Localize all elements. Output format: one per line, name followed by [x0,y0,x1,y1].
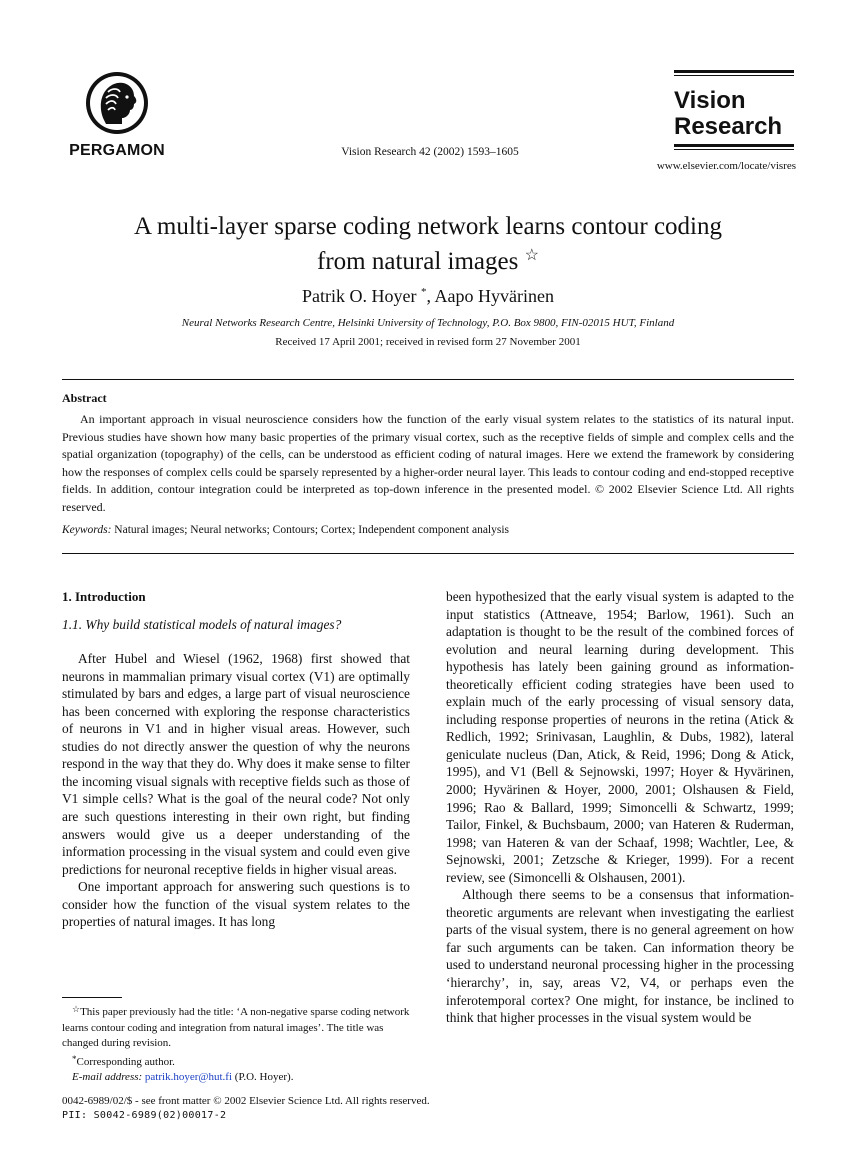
paragraph: After Hubel and Wiesel (1962, 1968) first showed that neurons in mammalian primary visual cortex (V1) are optimally stimulated by bars and edges, a large part of visual neuroscience has been concerned with exploring the response characteristics of neurons in V1 and in higher visual areas. However, such studies do not directly answer the question of why the neurons respond in the way that they do. Why does it make sense to filter the incoming visual signals with receptive fields such as those of V1 simple cells? What is the goal of the neural code? Not only are such questions interesting in their own right, but finding answers would give us a deeper understanding of the information processing in the visual system and could even give predictions for neuronal receptive fields in higher visual areas. [62,651,410,877]
footnote-rule [62,997,122,998]
paragraph: Although there seems to be a consensus that information-theoretic arguments are relevant when investigating the earliest parts of the visual system, there is no general agreement on how far such arguments can be taken. Can information theory be used to understand neuronal processing higher in the processing ‘hierarchy’, in, say, areas V2, V4, or perhaps even the inferotemporal cortex? One might, for instance, be inclined to think that higher processes in the visual system would be [446,887,794,1026]
journal-masthead [674,70,794,150]
bottom-matter [62,1094,430,1123]
keywords [62,524,794,536]
footnotes [62,1002,412,1086]
title-line1: A multi-layer sparse coding network learns contour coding [133,213,723,240]
title-line2-text: from natural images [317,248,519,275]
footnote-star-icon: ☆ [72,1004,81,1014]
keywords-list: Natural images; Neural networks; Contours; Cortex; Independent component analysis [114,524,510,536]
footnote-email [62,1070,412,1086]
masthead-rule [674,75,794,76]
journal-name-line2: Research [674,113,783,140]
copyright-line: 0042-6989/02/$ - see front matter © 2002 Elsevier Science Ltd. All rights reserved. [62,1095,430,1107]
journal-name [674,88,794,140]
masthead-rule [674,144,794,147]
divider [62,379,794,380]
title-footnote-star-icon: ☆ [524,247,539,264]
subsection-heading: 1.1. Why build statistical models of natural images? [62,616,342,632]
author-list [62,286,794,307]
masthead-rule [674,70,794,73]
email-link[interactable]: patrik.hoyer@hut.fi [144,1071,233,1083]
publisher-name: PERGAMON [69,142,165,159]
corresponding-author-mark: * [421,286,427,298]
abstract-text: An important approach in visual neuroscience considers how the function of the early visual system relates to the statistics of its natural input. Previous studies have shown how many basic properties of the primary visual cortex, such as the receptive fields of simple and complex cells and the spatial organization (topography) of the cells, can be understood as efficient coding of natural images. Here we extend the framework by considering how the responses of complex cells could be sparsely represented by a higher-order neural layer. This leads to contour coding and end-stopped receptive fields. In addition, contour integration could be interpreted as top-down inference in the presented model. © 2002 Elsevier Science Ltd. All rights reserved. [62,412,794,514]
right-column [446,588,794,1027]
footnote-asterisk: * [72,1053,77,1064]
journal-url[interactable]: www.elsevier.com/locate/visres [656,160,796,172]
title-line2 [62,241,794,276]
journal-name-line1: Vision [674,87,746,114]
author-separator: , [426,286,435,306]
divider [62,553,794,554]
masthead-rule [674,149,794,150]
email-label: E-mail address: [72,1071,143,1083]
author-2: Aapo Hyvärinen [434,286,554,306]
left-column [62,588,410,931]
journal-reference: Vision Research 42 (2002) 1593–1605 [341,146,519,158]
pergamon-head-logo-icon [84,70,150,136]
paragraph: been hypothesized that the early visual system is adapted to the input statistics (Attneave, 1954; Barlow, 1961). Such an adaptation is thought to be the result of the combined forces of evolution and neural learning during development. This hypothesis has lately been gaining ground as information-theoretically efficient coding strategies have been used to explain much of the early processing of visual sensory data, including response properties of neurons in the retina (Atick & Redlich, 1992; Srinivasan, Laughlin, & Dubs, 1982), lateral geniculate nucleus (Dan, Atick, & Reid, 1996; Dong & Atick, 1995), and V1 (Bell & Sejnowski, 1997; Hoyer & Hyvärinen, 2000; Hyvärinen & Hoyer, 2000, 2001; Olshausen & Field, 1996; Rao & Ballard, 1999; Simoncelli & Schwartz, 1999; Tailor, Finkel, & Buchsbaum, 2000; van Hateren & Ruderman, 1998; van Hateren & van der Schaaf, 1998; Wachtler, Lee, & Sejnowski, 2001; Zetzsche & Krieger, 1999). For a recent review, see (Simoncelli & Olshausen, 2001). [446,589,794,885]
email-suffix: (P.O. Hoyer). [232,1071,294,1083]
footnote-corresponding [62,1052,412,1071]
paragraph: One important approach for answering such questions is to consider how the function of the visual system relates to the properties of natural images. It has long [62,879,410,930]
footnote-text: Corresponding author. [76,1055,175,1068]
affiliation: Neural Networks Research Centre, Helsinki University of Technology, P.O. Box 9800, FIN-02015 HUT, Finland [181,317,675,329]
pii: PII: S0042-6989(02)00017-2 [62,1109,227,1121]
author-1: Patrik O. Hoyer [302,286,417,306]
footnote-title-change [62,1002,412,1052]
article-title [62,212,794,276]
footnote-text: This paper previously had the title: ‘A non-negative sparse coding network learns contour coding and integration from natural images’. The title was changed during revision. [62,1006,410,1049]
section-heading: 1. Introduction [62,589,146,604]
keywords-label: Keywords: [62,524,112,536]
publisher-logo [62,70,172,160]
received-dates: Received 17 April 2001; received in revised form 27 November 2001 [275,336,581,348]
abstract-heading: Abstract [62,391,107,405]
masthead-rules-bottom [674,144,794,150]
